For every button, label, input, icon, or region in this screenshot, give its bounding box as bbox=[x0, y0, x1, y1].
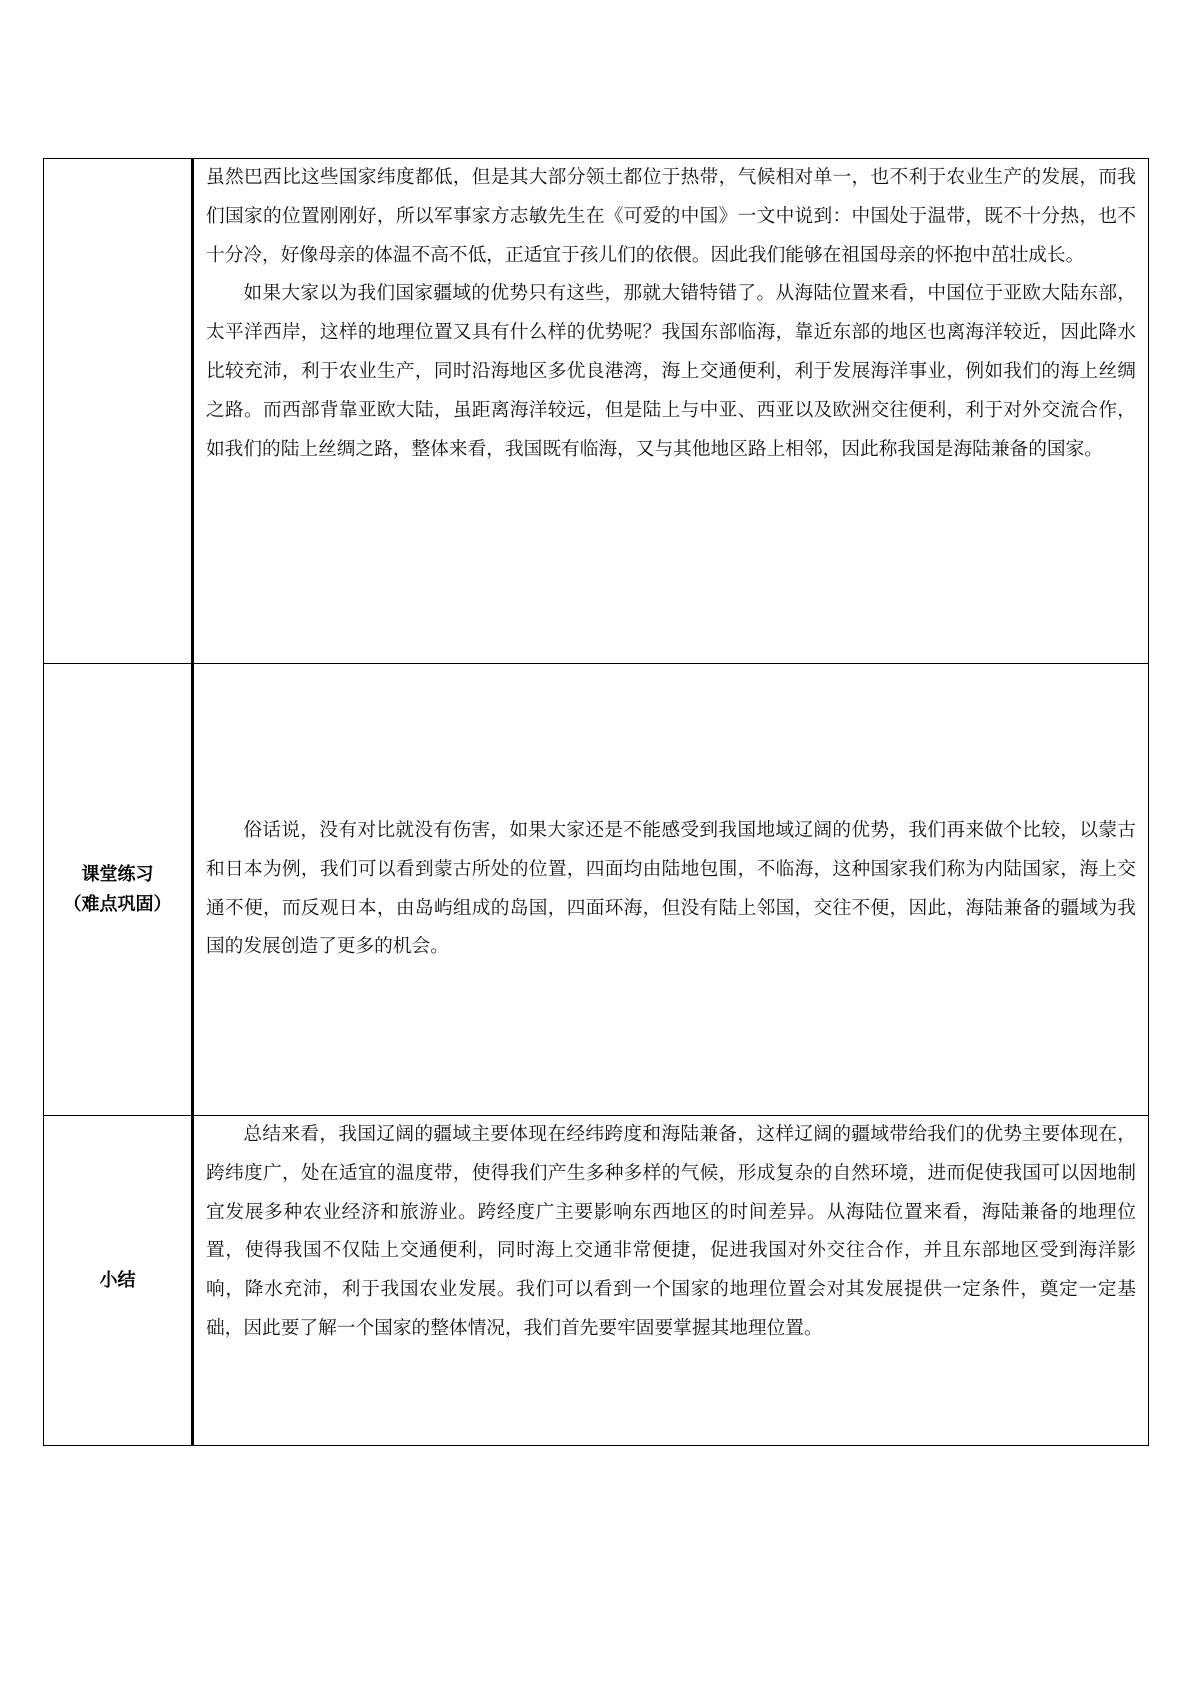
table-row-continued-content bbox=[44, 159, 1149, 664]
row-label-classroom-practice bbox=[44, 664, 193, 1116]
row-content bbox=[193, 1116, 1149, 1446]
paragraph: 虽然巴西比这些国家纬度都低，但是其大部分领土都位于热带，气候相对单一，也不利于农业生产的发展，而我们国家的位置刚刚好，所以军事家方志敏先生在《可爱的中国》一文中说到：中国处于温带，既不十分热，也不十分冷，好像母亲的体温不高不低，正适宜于孩儿们的依偎。因此我们能够在祖国母亲的怀抱中茁壮成长。 bbox=[206, 167, 1136, 266]
row-label-line: 小结 bbox=[99, 1269, 136, 1291]
row-label-summary bbox=[44, 1116, 193, 1446]
row-label-line: （难点巩固） bbox=[63, 893, 172, 915]
paragraph: 如果大家以为我们国家疆域的优势只有这些，那就大错特错了。从海陆位置来看，中国位于亚欧大陆东部，太平洋西岸，这样的地理位置又具有什么样的优势呢？我国东部临海，靠近东部的地区也离海洋较近，因此降水比较充沛，利于农业生产，同时沿海地区多优良港湾，海上交通便利，利于发展海洋事业，例如我们的海上丝绸之路。而西部背靠亚欧大陆，虽距离海洋较远，但是陆上与中亚、西亚以及欧洲交往便利，利于对外交流合作，如我们的陆上丝绸之路，整体来看，我国既有临海，又与其他地区路上相邻，因此称我国是海陆兼备的国家。 bbox=[206, 283, 1136, 460]
table-row-classroom-practice bbox=[44, 664, 1149, 1116]
paragraph: 总结来看，我国辽阔的疆域主要体现在经纬跨度和海陆兼备，这样辽阔的疆域带给我们的优势主要体现在，跨纬度广，处在适宜的温度带，使得我们产生多种多样的气候，形成复杂的自然环境，进而促使我国可以因地制宜发展多种农业经济和旅游业。跨经度广主要影响东西地区的时间差异。从海陆位置来看，海陆兼备的地理位置，使得我国不仅陆上交通便利，同时海上交通非常便捷，促进我国对外交往合作，并且东部地区受到海洋影响，降水充沛，利于我国农业发展。我们可以看到一个国家的地理位置会对其发展提供一定条件，奠定一定基础，因此要了解一个国家的整体情况，我们首先要牢固要掌握其地理位置。 bbox=[206, 1124, 1136, 1339]
paragraph: 俗话说，没有对比就没有伤害，如果大家还是不能感受到我国地域辽阔的优势，我们再来做个比较，以蒙古和日本为例，我们可以看到蒙古所处的位置，四面均由陆地包围，不临海，这种国家我们称为内陆国家，海上交通不便，而反观日本，由岛屿组成的岛国，四面环海，但没有陆上邻国，交往不便，因此，海陆兼备的疆域为我国的发展创造了更多的机会。 bbox=[206, 819, 1136, 958]
row-label-empty bbox=[44, 159, 193, 664]
row-content bbox=[193, 159, 1149, 664]
table-row-summary bbox=[44, 1116, 1149, 1446]
lesson-plan-table bbox=[43, 158, 1149, 1446]
row-content bbox=[193, 664, 1149, 1116]
row-label-line: 课堂练习 bbox=[81, 863, 154, 885]
